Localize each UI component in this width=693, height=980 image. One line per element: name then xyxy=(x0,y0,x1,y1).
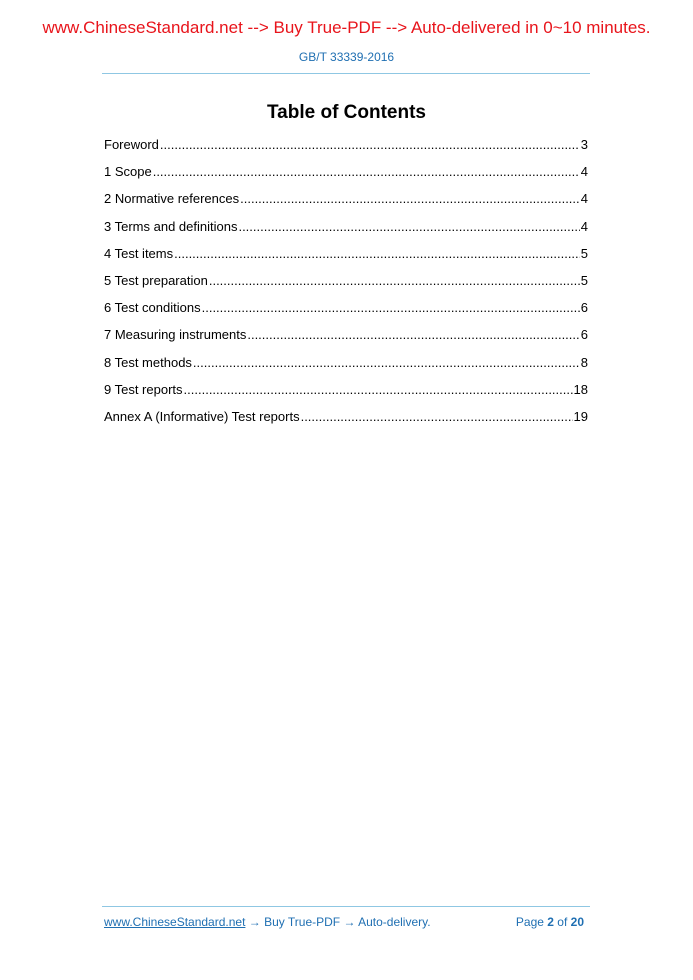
toc-entry-label: 1 Scope xyxy=(104,164,152,180)
toc-entry-page: 4 xyxy=(580,218,588,234)
toc-entry-page: 3 xyxy=(580,137,588,152)
toc-entry-annex-a[interactable] xyxy=(104,409,588,436)
toc-entry-page: 5 xyxy=(580,245,588,261)
toc-entry-label: 8 Test methods xyxy=(104,354,192,370)
footer-divider xyxy=(102,906,590,907)
toc-entry-page: 6 xyxy=(580,300,588,316)
toc-entry-foreword[interactable] xyxy=(104,137,588,164)
page-prefix: Page xyxy=(515,915,548,929)
toc-entry-page: 4 xyxy=(580,164,588,180)
dot-leader xyxy=(238,219,579,235)
toc-entry-terms-definitions[interactable] xyxy=(104,219,588,246)
toc-entry-test-conditions[interactable] xyxy=(104,300,588,327)
toc-entry-label: Foreword xyxy=(104,137,159,152)
dot-leader xyxy=(301,409,573,425)
page-indicator xyxy=(516,915,584,930)
dot-leader xyxy=(209,273,580,289)
dot-leader xyxy=(193,355,580,371)
toc-entry-test-methods[interactable] xyxy=(104,355,588,382)
toc-entry-label: 6 Test conditions xyxy=(104,300,201,316)
toc-entry-label: 2 Normative references xyxy=(104,191,240,207)
toc-entry-page: 4 xyxy=(580,191,588,207)
dot-leader xyxy=(202,300,580,316)
dot-leader xyxy=(184,382,573,398)
toc-entry-normative-references[interactable] xyxy=(104,191,588,218)
toc-entry-measuring-instruments[interactable] xyxy=(104,327,588,354)
toc-entry-label: 9 Test reports xyxy=(104,381,183,397)
footer-promo xyxy=(104,915,431,930)
toc-entry-page: 19 xyxy=(573,408,588,424)
toc-entry-label: 3 Terms and definitions xyxy=(104,218,238,234)
toc-entry-label: Annex A (Informative) Test reports xyxy=(104,408,300,424)
dot-leader xyxy=(240,191,580,207)
document-code: GB/T 33339-2016 xyxy=(298,50,395,64)
toc-entry-page: 8 xyxy=(580,354,588,370)
footer-link-suffix: → Buy True-PDF → Auto-delivery. xyxy=(245,915,431,929)
toc-entry-label: 7 Measuring instruments xyxy=(104,327,247,343)
toc-entry-label: 4 Test items xyxy=(104,245,174,261)
current-page-number: 2 xyxy=(547,915,554,929)
toc-entry-test-preparation[interactable] xyxy=(104,273,588,300)
toc-entry-page: 5 xyxy=(580,272,588,288)
dot-leader xyxy=(174,246,580,262)
dot-leader xyxy=(153,164,580,180)
toc-list xyxy=(104,137,588,436)
page-of: of xyxy=(553,915,571,929)
toc-entry-test-reports[interactable] xyxy=(104,382,588,409)
toc-entry-page: 6 xyxy=(580,327,588,343)
toc-entry-label: 5 Test preparation xyxy=(104,272,208,288)
promo-banner[interactable]: www.ChineseStandard.net --> Buy True-PDF --> Auto-delivered in 0~10 minutes. xyxy=(42,18,651,37)
toc-title: Table of Contents xyxy=(266,102,427,123)
toc-entry-scope[interactable] xyxy=(104,164,588,191)
dot-leader xyxy=(160,137,580,153)
toc-entry-test-items[interactable] xyxy=(104,246,588,273)
header-divider xyxy=(102,73,590,74)
dot-leader xyxy=(247,327,579,343)
toc-entry-page: 18 xyxy=(573,381,588,397)
footer-link[interactable]: www.ChineseStandard.net xyxy=(104,915,246,929)
total-pages-number: 20 xyxy=(570,915,584,929)
